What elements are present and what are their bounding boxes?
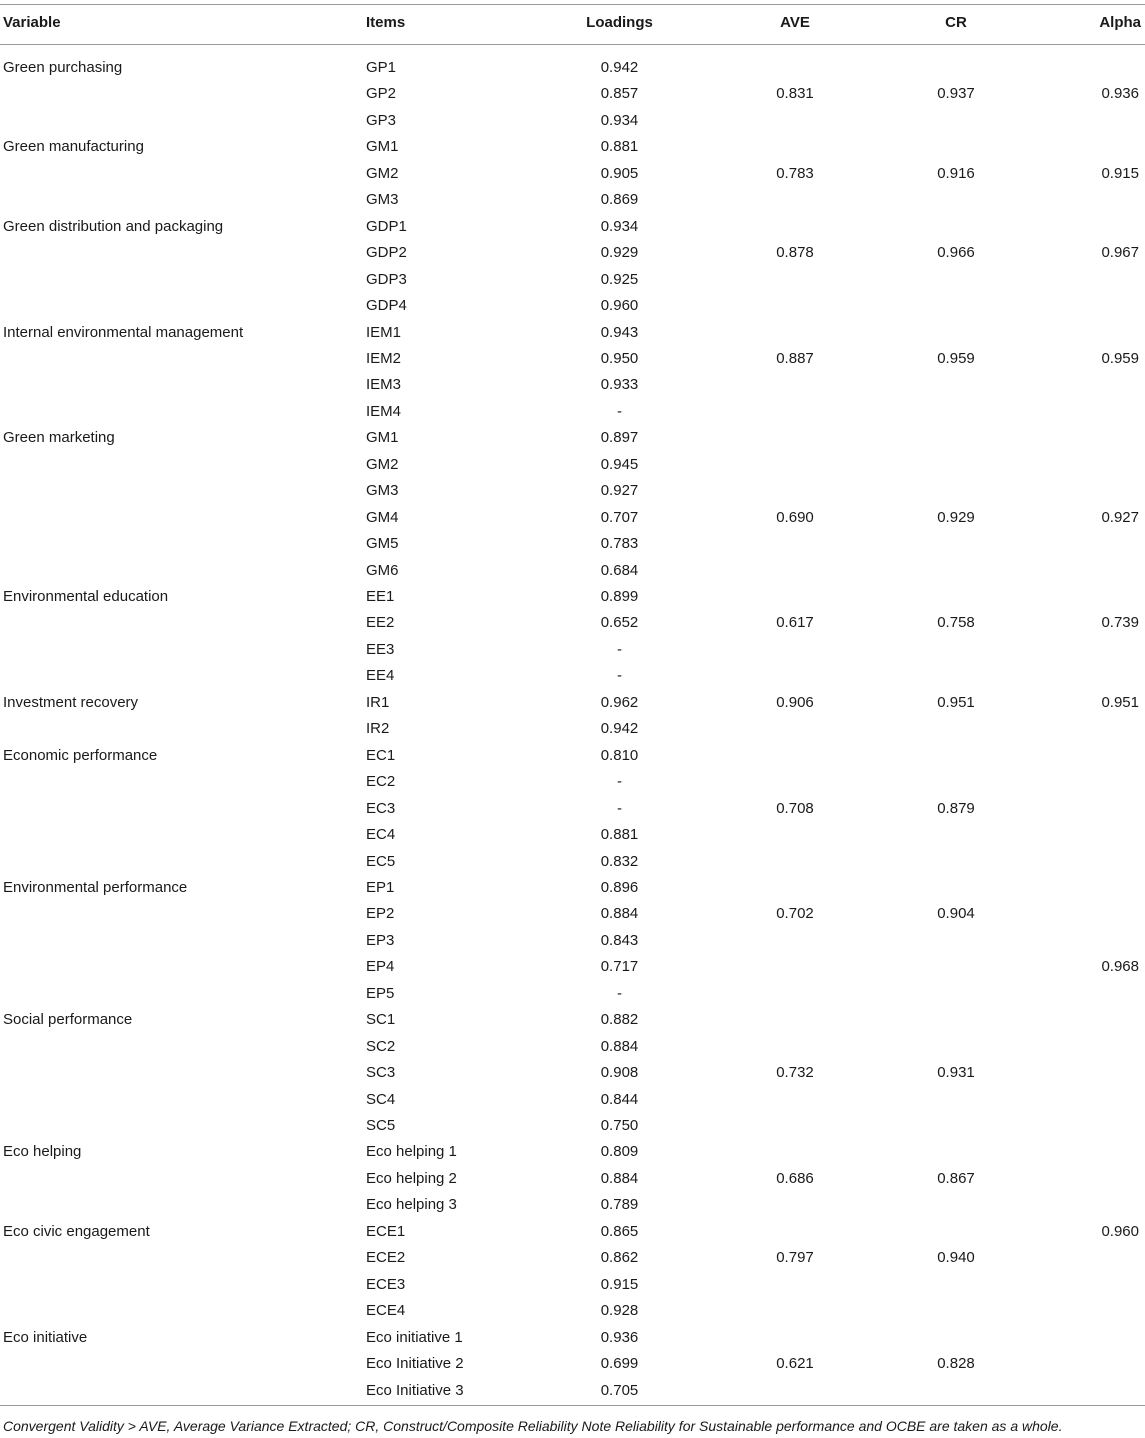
cell-item: EE2 <box>366 614 395 631</box>
cell-cr: 0.929 <box>937 509 975 526</box>
cell-item: GP2 <box>366 85 397 102</box>
cell-loading: 0.896 <box>600 879 639 896</box>
cell-loading: 0.789 <box>600 1196 639 1213</box>
cell-cr: 0.758 <box>937 614 975 631</box>
cell-cr: 0.937 <box>937 85 975 102</box>
cell-item: SC5 <box>366 1117 396 1134</box>
cell-item: EE4 <box>366 667 395 684</box>
cell-item: IEM2 <box>366 350 402 367</box>
cell-item: ECE1 <box>366 1223 406 1240</box>
cell-cr: 0.916 <box>937 165 975 182</box>
cell-cr: 0.867 <box>937 1170 975 1187</box>
cell-item: GP3 <box>366 112 397 129</box>
table-header-rule <box>0 44 1145 45</box>
cell-item: IEM4 <box>366 403 402 420</box>
cell-variable: Environmental education <box>3 588 169 605</box>
cell-item: Eco helping 1 <box>366 1143 457 1160</box>
cell-loading: 0.750 <box>600 1117 639 1134</box>
cell-loading: 0.929 <box>600 244 639 261</box>
table-footnote: Convergent Validity > AVE, Average Variance Extracted; CR, Construct/Composite Reliability Note Reliability for Sustainable performance and OCBE are taken as a whole. <box>3 1418 1063 1434</box>
cell-alpha: 0.967 <box>1101 244 1139 261</box>
cell-item: EP5 <box>366 985 395 1002</box>
cell-loading: 0.936 <box>600 1329 639 1346</box>
cell-loading: - <box>617 403 622 420</box>
cell-item: ECE4 <box>366 1302 406 1319</box>
cell-variable: Eco initiative <box>3 1329 88 1346</box>
cell-loading: 0.857 <box>600 85 639 102</box>
cell-alpha: 0.915 <box>1101 165 1139 182</box>
cell-item: GM2 <box>366 165 399 182</box>
cell-item: Eco helping 3 <box>366 1196 457 1213</box>
cell-item: GM1 <box>366 429 399 446</box>
cell-loading: 0.652 <box>600 614 639 631</box>
cell-loading: 0.960 <box>600 297 639 314</box>
cell-loading: 0.869 <box>600 191 639 208</box>
cell-item: GM6 <box>366 562 399 579</box>
cell-loading: - <box>617 641 622 658</box>
cell-variable: Green distribution and packaging <box>3 218 224 235</box>
cell-variable: Eco helping <box>3 1143 82 1160</box>
cell-item: GDP2 <box>366 244 407 261</box>
cell-item: EE1 <box>366 588 395 605</box>
cell-loading: 0.943 <box>600 324 639 341</box>
cell-loading: 0.884 <box>600 1170 639 1187</box>
cell-loading: 0.783 <box>600 535 639 552</box>
cell-ave: 0.621 <box>776 1355 814 1372</box>
cell-item: EP4 <box>366 958 395 975</box>
table-top-rule <box>0 4 1145 5</box>
cell-alpha: 0.951 <box>1101 694 1139 711</box>
cell-loading: 0.934 <box>600 218 639 235</box>
cell-item: IEM3 <box>366 376 402 393</box>
cell-item: Eco Initiative 2 <box>366 1355 464 1372</box>
cell-item: GM1 <box>366 138 399 155</box>
cell-item: EP3 <box>366 932 395 949</box>
cell-variable: Internal environmental management <box>3 324 244 341</box>
cell-ave: 0.732 <box>776 1064 814 1081</box>
cell-item: GP1 <box>366 59 397 76</box>
table-bottom-rule <box>0 1405 1145 1406</box>
cell-cr: 0.951 <box>937 694 975 711</box>
cell-ave: 0.797 <box>776 1249 814 1266</box>
cell-item: ECE3 <box>366 1276 406 1293</box>
cell-loading: 0.945 <box>600 456 639 473</box>
cell-loading: 0.934 <box>600 112 639 129</box>
cell-variable: Social performance <box>3 1011 133 1028</box>
cell-ave: 0.708 <box>776 800 814 817</box>
cell-loading: 0.905 <box>600 165 639 182</box>
header-variable: Variable <box>3 14 61 31</box>
cell-item: EE3 <box>366 641 395 658</box>
cell-ave: 0.878 <box>776 244 814 261</box>
cell-loading: 0.962 <box>600 694 639 711</box>
cell-loading: 0.699 <box>600 1355 639 1372</box>
cell-alpha: 0.960 <box>1101 1223 1139 1240</box>
cell-ave: 0.702 <box>776 905 814 922</box>
cell-item: IR1 <box>366 694 390 711</box>
cell-cr: 0.879 <box>937 800 975 817</box>
cell-item: GM4 <box>366 509 399 526</box>
cell-loading: - <box>617 667 622 684</box>
cell-item: ECE2 <box>366 1249 406 1266</box>
cell-alpha: 0.936 <box>1101 85 1139 102</box>
cell-ave: 0.831 <box>776 85 814 102</box>
cell-item: IEM1 <box>366 324 402 341</box>
cell-item: EC3 <box>366 800 396 817</box>
cell-cr: 0.904 <box>937 905 975 922</box>
header-loadings: Loadings <box>586 14 653 31</box>
cell-loading: 0.925 <box>600 271 639 288</box>
cell-ave: 0.906 <box>776 694 814 711</box>
cell-ave: 0.783 <box>776 165 814 182</box>
cell-alpha: 0.959 <box>1101 350 1139 367</box>
cell-loading: 0.862 <box>600 1249 639 1266</box>
cell-item: IR2 <box>366 720 390 737</box>
cell-loading: 0.705 <box>600 1382 639 1399</box>
cell-loading: 0.717 <box>600 958 639 975</box>
cell-cr: 0.966 <box>937 244 975 261</box>
cell-variable: Environmental performance <box>3 879 188 896</box>
cell-loading: 0.881 <box>600 138 639 155</box>
cell-loading: - <box>617 773 622 790</box>
cell-item: GM5 <box>366 535 399 552</box>
cell-item: EP1 <box>366 879 395 896</box>
cell-loading: 0.942 <box>600 720 639 737</box>
cell-item: EC4 <box>366 826 396 843</box>
cell-loading: 0.899 <box>600 588 639 605</box>
cell-loading: 0.843 <box>600 932 639 949</box>
cell-loading: 0.915 <box>600 1276 639 1293</box>
cell-ave: 0.686 <box>776 1170 814 1187</box>
header-ave: AVE <box>780 14 810 31</box>
cell-variable: Eco civic engagement <box>3 1223 150 1240</box>
cell-loading: 0.865 <box>600 1223 639 1240</box>
header-cr: CR <box>945 14 967 31</box>
cell-loading: 0.942 <box>600 59 639 76</box>
cell-loading: 0.809 <box>600 1143 639 1160</box>
cell-item: GM2 <box>366 456 399 473</box>
cell-loading: 0.908 <box>600 1064 639 1081</box>
cell-alpha: 0.968 <box>1101 958 1139 975</box>
cell-cr: 0.828 <box>937 1355 975 1372</box>
header-items: Items <box>366 14 406 31</box>
cell-ave: 0.617 <box>776 614 814 631</box>
cell-alpha: 0.927 <box>1101 509 1139 526</box>
cell-item: GDP4 <box>366 297 407 314</box>
cell-variable: Green purchasing <box>3 59 123 76</box>
cell-item: SC4 <box>366 1091 396 1108</box>
cell-loading: 0.950 <box>600 350 639 367</box>
cell-item: SC1 <box>366 1011 396 1028</box>
cell-ave: 0.690 <box>776 509 814 526</box>
cell-item: EP2 <box>366 905 395 922</box>
header-alpha: Alpha <box>1099 14 1141 31</box>
cell-loading: 0.933 <box>600 376 639 393</box>
cell-variable: Investment recovery <box>3 694 139 711</box>
cell-item: GM3 <box>366 482 399 499</box>
cell-item: GDP1 <box>366 218 407 235</box>
cell-loading: 0.897 <box>600 429 639 446</box>
cell-item: GM3 <box>366 191 399 208</box>
cell-loading: 0.882 <box>600 1011 639 1028</box>
cell-ave: 0.887 <box>776 350 814 367</box>
cell-variable: Economic performance <box>3 747 158 764</box>
cell-alpha: 0.739 <box>1101 614 1139 631</box>
cell-variable: Green marketing <box>3 429 115 446</box>
cell-item: Eco Initiative 3 <box>366 1382 464 1399</box>
cell-loading: - <box>617 985 622 1002</box>
cell-loading: 0.832 <box>600 853 639 870</box>
cell-item: SC2 <box>366 1038 396 1055</box>
cell-item: Eco helping 2 <box>366 1170 457 1187</box>
cell-item: EC5 <box>366 853 396 870</box>
cell-loading: 0.928 <box>600 1302 639 1319</box>
cell-loading: 0.881 <box>600 826 639 843</box>
cell-loading: 0.884 <box>600 1038 639 1055</box>
cell-item: EC1 <box>366 747 396 764</box>
cell-variable: Green manufacturing <box>3 138 144 155</box>
cell-item: SC3 <box>366 1064 396 1081</box>
cell-loading: 0.707 <box>600 509 639 526</box>
cell-loading: - <box>617 800 622 817</box>
cell-item: Eco initiative 1 <box>366 1329 463 1346</box>
cell-item: GDP3 <box>366 271 407 288</box>
cell-cr: 0.959 <box>937 350 975 367</box>
cell-loading: 0.684 <box>600 562 639 579</box>
cell-item: EC2 <box>366 773 396 790</box>
cell-loading: 0.884 <box>600 905 639 922</box>
cell-loading: 0.927 <box>600 482 639 499</box>
cell-loading: 0.844 <box>600 1091 639 1108</box>
cell-cr: 0.931 <box>937 1064 975 1081</box>
cell-cr: 0.940 <box>937 1249 975 1266</box>
cell-loading: 0.810 <box>600 747 639 764</box>
